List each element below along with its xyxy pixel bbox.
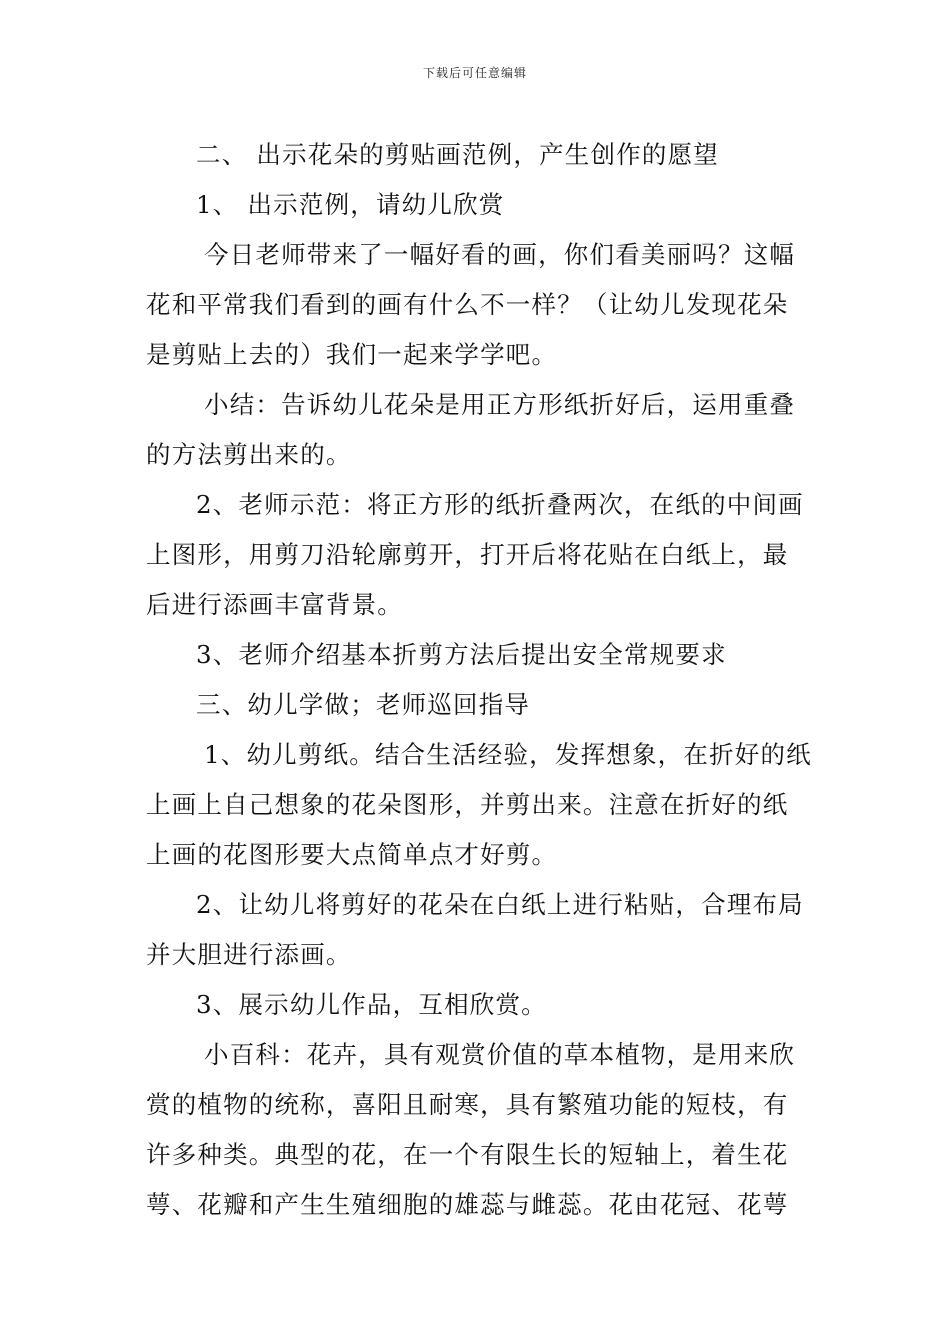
paragraph-line: 3、老师介绍基本折剪方法后提出安全常规要求 <box>196 640 727 669</box>
paragraph-line: 2、让幼儿将剪好的花朵在白纸上进行粘贴，合理布局 <box>196 890 804 919</box>
paragraph-line: 上画的花图形要大点简单点才好剪。 <box>146 840 558 869</box>
document-body <box>146 130 812 1230</box>
paragraph-line: 上画上自己想象的花朵图形，并剪出来。注意在折好的纸 <box>146 790 789 819</box>
subsection-heading: 1、 出示范例，请幼儿欣赏 <box>196 190 505 219</box>
paragraph-line: 并大胆进行添画。 <box>146 940 352 969</box>
paragraph-line: 赏的植物的统称，喜阳且耐寒，具有繁殖功能的短枝，有 <box>146 1090 789 1119</box>
paragraph-line: 许多种类。典型的花，在一个有限生长的短轴上，着生花 <box>146 1140 789 1169</box>
paragraph-line: 萼、花瓣和产生生殖细胞的雄蕊与雌蕊。花由花冠、花萼 <box>146 1190 789 1219</box>
paragraph-line: 是剪贴上去的）我们一起来学学吧。 <box>146 340 558 369</box>
paragraph-line: 上图形，用剪刀沿轮廓剪开，打开后将花贴在白纸上，最 <box>146 540 789 569</box>
paragraph-line: 小百科：花卉，具有观赏价值的草本植物，是用来欣 <box>204 1040 796 1069</box>
paragraph-line: 的方法剪出来的。 <box>146 440 352 469</box>
paragraph-line: 小结：告诉幼儿花朵是用正方形纸折好后，运用重叠 <box>204 390 796 419</box>
paragraph-line: 2、老师示范：将正方形的纸折叠两次，在纸的中间画 <box>196 490 804 519</box>
paragraph-line: 3、展示幼儿作品，互相欣赏。 <box>196 990 547 1019</box>
section-heading: 三、幼儿学做；老师巡回指导 <box>196 690 531 719</box>
section-heading: 二、 出示花朵的剪贴画范例，产生创作的愿望 <box>196 140 719 169</box>
page-header: 下载后可任意编辑 <box>422 66 527 80</box>
paragraph-line: 后进行添画丰富背景。 <box>146 590 403 619</box>
paragraph-line: 今日老师带来了一幅好看的画，你们看美丽吗？这幅 <box>204 240 796 269</box>
paragraph-line: 花和平常我们看到的画有什么不一样？（让幼儿发现花朵 <box>146 290 789 319</box>
paragraph-line: 1、幼儿剪纸。结合生活经验，发挥想象，在折好的纸 <box>204 740 812 769</box>
